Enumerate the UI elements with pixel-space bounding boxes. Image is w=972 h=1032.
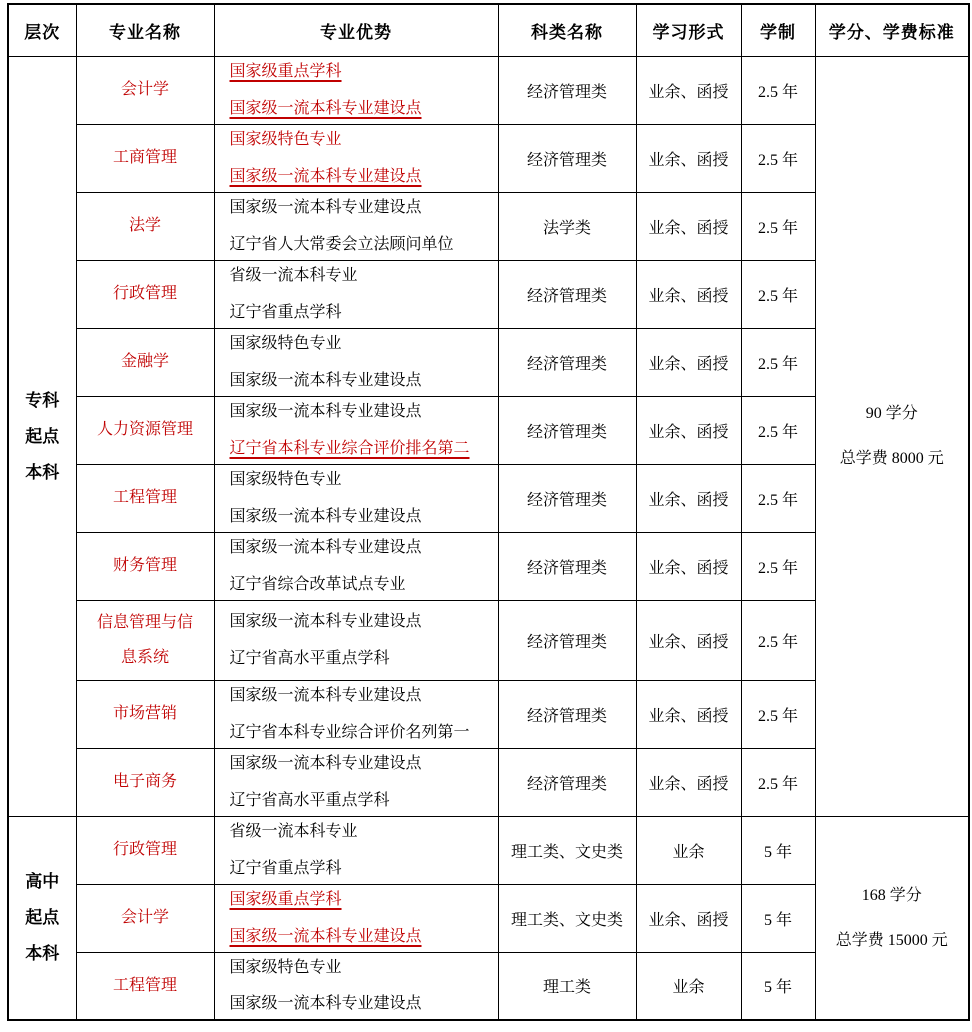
major-name-cell: 电子商务 bbox=[76, 748, 214, 816]
advantage-line: 国家级一流本科专业建设点 bbox=[229, 538, 422, 556]
advantages-cell bbox=[214, 56, 498, 124]
level-line: 高中 bbox=[25, 872, 60, 892]
advantage-line: 国家级一流本科专业建设点 bbox=[229, 507, 422, 525]
level-line: 本科 bbox=[25, 462, 60, 482]
header-duration: 学制 bbox=[741, 4, 815, 56]
table-row bbox=[8, 56, 969, 124]
header-credit-fee: 学分、学费标准 bbox=[815, 4, 969, 56]
subject-category-cell: 经济管理类 bbox=[498, 748, 636, 816]
study-form-cell: 业余、函授 bbox=[636, 748, 741, 816]
credit-fee-line: 168 学分 bbox=[861, 886, 922, 904]
major-name-cell: 行政管理 bbox=[76, 816, 214, 884]
advantage-line: 国家级重点学科 bbox=[229, 890, 342, 908]
advantage-line: 辽宁省人大常委会立法顾问单位 bbox=[229, 235, 454, 253]
advantages-cell bbox=[214, 192, 498, 260]
subject-category-cell: 经济管理类 bbox=[498, 532, 636, 600]
duration-cell: 2.5 年 bbox=[741, 56, 815, 124]
table-body bbox=[8, 56, 969, 1020]
study-form-cell: 业余、函授 bbox=[636, 124, 741, 192]
study-form-cell: 业余、函授 bbox=[636, 600, 741, 680]
advantages-cell bbox=[214, 600, 498, 680]
major-name-cell: 会计学 bbox=[76, 884, 214, 952]
major-name-cell: 信息管理与信息系统 bbox=[76, 600, 214, 680]
duration-cell: 2.5 年 bbox=[741, 328, 815, 396]
level-line: 起点 bbox=[25, 908, 60, 928]
credit-fee-cell bbox=[815, 56, 969, 816]
duration-cell: 2.5 年 bbox=[741, 124, 815, 192]
study-form-cell: 业余 bbox=[636, 952, 741, 1020]
header-subject-category: 科类名称 bbox=[498, 4, 636, 56]
level-line: 本科 bbox=[25, 944, 60, 964]
header-major-name: 专业名称 bbox=[76, 4, 214, 56]
advantage-line: 国家级一流本科专业建设点 bbox=[229, 927, 422, 945]
subject-category-cell: 经济管理类 bbox=[498, 260, 636, 328]
advantage-line: 国家级一流本科专业建设点 bbox=[229, 686, 422, 704]
advantage-line: 国家级一流本科专业建设点 bbox=[229, 995, 422, 1013]
advantages-cell bbox=[214, 680, 498, 748]
study-form-cell: 业余、函授 bbox=[636, 532, 741, 600]
major-name-cell: 会计学 bbox=[76, 56, 214, 124]
subject-category-cell: 经济管理类 bbox=[498, 56, 636, 124]
duration-cell: 2.5 年 bbox=[741, 260, 815, 328]
advantages-cell bbox=[214, 464, 498, 532]
advantage-line: 辽宁省本科专业综合评价名列第一 bbox=[229, 723, 470, 741]
advantage-line: 省级一流本科专业 bbox=[229, 822, 358, 840]
duration-cell: 2.5 年 bbox=[741, 396, 815, 464]
subject-category-cell: 经济管理类 bbox=[498, 328, 636, 396]
advantage-line: 国家级一流本科专业建设点 bbox=[229, 371, 422, 389]
major-name-cell: 行政管理 bbox=[76, 260, 214, 328]
subject-category-cell: 经济管理类 bbox=[498, 124, 636, 192]
study-form-cell: 业余、函授 bbox=[636, 328, 741, 396]
advantage-line: 辽宁省综合改革试点专业 bbox=[229, 575, 406, 593]
majors-table bbox=[7, 3, 970, 1021]
duration-cell: 5 年 bbox=[741, 952, 815, 1020]
advantages-cell bbox=[214, 532, 498, 600]
major-name-cell: 工程管理 bbox=[76, 464, 214, 532]
subject-category-cell: 理工类 bbox=[498, 952, 636, 1020]
duration-cell: 2.5 年 bbox=[741, 532, 815, 600]
subject-category-cell: 经济管理类 bbox=[498, 600, 636, 680]
duration-cell: 5 年 bbox=[741, 884, 815, 952]
advantage-line: 国家级一流本科专业建设点 bbox=[229, 754, 422, 772]
study-form-cell: 业余、函授 bbox=[636, 260, 741, 328]
duration-cell: 5 年 bbox=[741, 816, 815, 884]
study-form-cell: 业余、函授 bbox=[636, 56, 741, 124]
credit-fee-cell bbox=[815, 816, 969, 1020]
advantage-line: 辽宁省本科专业综合评价排名第二 bbox=[229, 439, 470, 457]
advantages-cell bbox=[214, 748, 498, 816]
major-name-cell: 人力资源管理 bbox=[76, 396, 214, 464]
advantages-cell bbox=[214, 396, 498, 464]
advantages-cell bbox=[214, 328, 498, 396]
advantage-line: 辽宁省重点学科 bbox=[229, 859, 342, 877]
advantage-line: 省级一流本科专业 bbox=[229, 266, 358, 284]
major-name-cell: 金融学 bbox=[76, 328, 214, 396]
advantage-line: 国家级特色专业 bbox=[229, 470, 342, 488]
study-form-cell: 业余、函授 bbox=[636, 464, 741, 532]
advantages-cell bbox=[214, 124, 498, 192]
level-cell bbox=[8, 56, 76, 816]
credit-fee-line: 90 学分 bbox=[865, 404, 918, 422]
advantage-line: 国家级一流本科专业建设点 bbox=[229, 99, 422, 117]
major-name-cell: 市场营销 bbox=[76, 680, 214, 748]
advantages-cell bbox=[214, 816, 498, 884]
advantage-line: 国家级一流本科专业建设点 bbox=[229, 198, 422, 216]
study-form-cell: 业余 bbox=[636, 816, 741, 884]
subject-category-cell: 经济管理类 bbox=[498, 396, 636, 464]
duration-cell: 2.5 年 bbox=[741, 600, 815, 680]
study-form-cell: 业余、函授 bbox=[636, 680, 741, 748]
duration-cell: 2.5 年 bbox=[741, 464, 815, 532]
major-name-cell: 财务管理 bbox=[76, 532, 214, 600]
header-level: 层次 bbox=[8, 4, 76, 56]
duration-cell: 2.5 年 bbox=[741, 192, 815, 260]
duration-cell: 2.5 年 bbox=[741, 748, 815, 816]
subject-category-cell: 理工类、文史类 bbox=[498, 816, 636, 884]
advantage-line: 国家级一流本科专业建设点 bbox=[229, 402, 422, 420]
advantage-line: 国家级特色专业 bbox=[229, 958, 342, 976]
duration-cell: 2.5 年 bbox=[741, 680, 815, 748]
subject-category-cell: 经济管理类 bbox=[498, 680, 636, 748]
advantages-cell bbox=[214, 884, 498, 952]
level-line: 起点 bbox=[25, 426, 60, 446]
header-study-form: 学习形式 bbox=[636, 4, 741, 56]
header-major-advantage: 专业优势 bbox=[214, 4, 498, 56]
advantage-line: 辽宁省高水平重点学科 bbox=[229, 791, 390, 809]
subject-category-cell: 理工类、文史类 bbox=[498, 884, 636, 952]
study-form-cell: 业余、函授 bbox=[636, 884, 741, 952]
advantage-line: 辽宁省高水平重点学科 bbox=[229, 649, 390, 667]
advantage-line: 国家级一流本科专业建设点 bbox=[229, 612, 422, 630]
credit-fee-line: 总学费 8000 元 bbox=[839, 450, 944, 467]
header-row bbox=[8, 4, 969, 56]
study-form-cell: 业余、函授 bbox=[636, 396, 741, 464]
major-name-cell: 工商管理 bbox=[76, 124, 214, 192]
advantages-cell bbox=[214, 260, 498, 328]
advantage-line: 辽宁省重点学科 bbox=[229, 303, 342, 321]
subject-category-cell: 经济管理类 bbox=[498, 464, 636, 532]
major-name-cell: 工程管理 bbox=[76, 952, 214, 1020]
advantage-line: 国家级一流本科专业建设点 bbox=[229, 167, 422, 185]
table-row bbox=[8, 816, 969, 884]
advantage-line: 国家级重点学科 bbox=[229, 62, 342, 80]
major-name-cell: 法学 bbox=[76, 192, 214, 260]
subject-category-cell: 法学类 bbox=[498, 192, 636, 260]
credit-fee-line: 总学费 15000 元 bbox=[835, 931, 948, 949]
advantage-line: 国家级特色专业 bbox=[229, 130, 342, 148]
advantage-line: 国家级特色专业 bbox=[229, 334, 342, 352]
study-form-cell: 业余、函授 bbox=[636, 192, 741, 260]
advantages-cell bbox=[214, 952, 498, 1020]
level-cell bbox=[8, 816, 76, 1020]
level-line: 专科 bbox=[25, 390, 60, 410]
